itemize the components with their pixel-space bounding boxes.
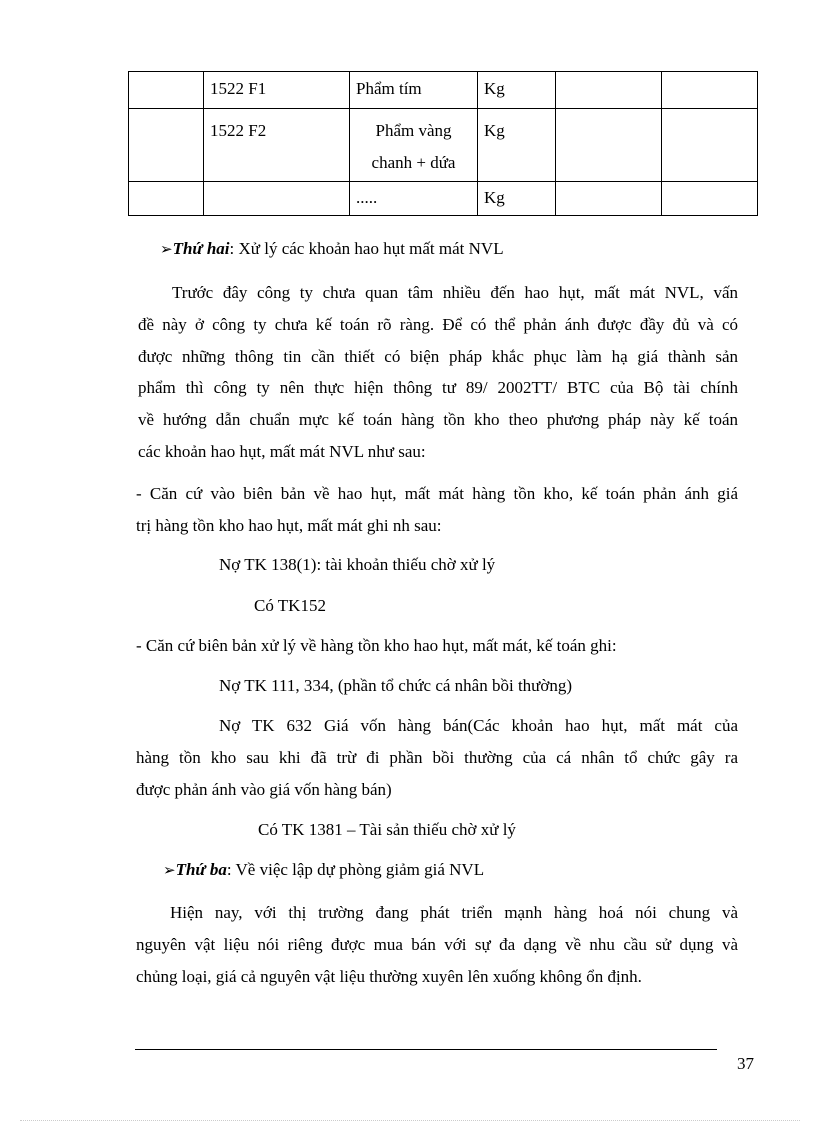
table-cell xyxy=(662,109,758,182)
paragraph-line: hàng tồn kho sau khi đã trừ đi phần bồi thường của cá nhân tổ chức gây ra xyxy=(136,748,738,767)
bullet-line: trị hàng tồn kho hao hụt, mất mát ghi nh sau: xyxy=(136,516,442,535)
table-cell xyxy=(556,109,662,182)
table-row xyxy=(129,72,758,109)
table-row xyxy=(129,182,758,216)
table-cell: Phẩm vàng chanh + dứa xyxy=(350,109,478,182)
paragraph-line: nguyên vật liệu nói riêng được mua bán với sự đa dạng về nhu cầu sử dụng và xyxy=(136,935,738,954)
paragraph-line: chủng loại, giá cả nguyên vật liệu thường xuyên lên xuống không ổn định. xyxy=(136,967,642,986)
paragraph-line: được những thông tin cần thiết có biện pháp khắc phục làm hạ giá thành sản xyxy=(138,347,738,366)
bullet-line: - Căn cứ biên bản xử lý về hàng tồn kho hao hụt, mất mát, kế toán ghi: xyxy=(136,636,617,655)
table-cell xyxy=(662,182,758,216)
bullet-line: - Căn cứ vào biên bản về hao hụt, mất mát hàng tồn kho, kế toán phản ánh giá xyxy=(136,484,738,503)
page-edge xyxy=(20,1120,800,1121)
table-row xyxy=(129,109,758,182)
table-cell: Kg xyxy=(478,72,556,109)
materials-table xyxy=(128,71,758,216)
table-cell xyxy=(662,72,758,109)
paragraph-line: Trước đây công ty chưa quan tâm nhiều đến hao hụt, mất mát NVL, vấn xyxy=(172,283,738,302)
section-2-label: Thứ hai xyxy=(172,239,230,258)
journal-entry-debit: Nợ TK 138(1): tài khoản thiếu chờ xử lý xyxy=(219,555,496,574)
journal-entry-credit: Có TK152 xyxy=(254,596,326,615)
section-3-title: : Về việc lập dự phòng giảm giá NVL xyxy=(226,860,485,879)
table-cell xyxy=(129,109,204,182)
paragraph-line: được phản ánh vào giá vốn hàng bán) xyxy=(136,780,392,799)
journal-entry-debit: Nợ TK 111, 334, (phần tổ chức cá nhân bồi thường) xyxy=(219,676,573,695)
table-cell: Kg xyxy=(478,182,556,216)
section-3-heading xyxy=(163,860,484,880)
table-cell xyxy=(556,182,662,216)
journal-entry-credit: Có TK 1381 – Tài sản thiếu chờ xử lý xyxy=(258,820,516,839)
paragraph-line: phẩm thì công ty nên thực hiện thông tư 89/ 2002TT/ BTC của Bộ tài chính xyxy=(138,378,738,397)
paragraph-line: đề này ở công ty chưa kế toán rõ ràng. Để có thể phản ánh được đầy đủ và có xyxy=(138,315,738,334)
table-cell: 1522 F2 xyxy=(204,109,350,182)
table-cell: 1522 F1 xyxy=(204,72,350,109)
table-cell: Phẩm tím xyxy=(350,72,478,109)
section-2-title: : Xử lý các khoản hao hụt mất mát NVL xyxy=(229,239,504,258)
arrow-bullet-icon: ➢ xyxy=(163,863,176,879)
table-cell xyxy=(129,182,204,216)
footer-rule xyxy=(135,1049,717,1050)
section-2-heading xyxy=(160,239,504,259)
page-number: 37 xyxy=(737,1054,754,1073)
journal-entry-debit: Nợ TK 632 Giá vốn hàng bán(Các khoản hao hụt, mất mát của xyxy=(219,716,738,735)
table-cell: Kg xyxy=(478,109,556,182)
table-cell xyxy=(204,182,350,216)
paragraph-line: các khoản hao hụt, mất mát NVL như sau: xyxy=(138,442,426,461)
table-cell xyxy=(556,72,662,109)
table-cell: ..... xyxy=(350,182,478,216)
paragraph-line: Hiện nay, với thị trường đang phát triển mạnh hàng hoá nói chung và xyxy=(170,903,738,922)
table-cell xyxy=(129,72,204,109)
section-3-label: Thứ ba xyxy=(175,860,227,879)
paragraph-line: về hướng dẫn chuẩn mực kế toán hàng tồn kho theo phương pháp này kế toán xyxy=(138,410,738,429)
arrow-bullet-icon: ➢ xyxy=(160,242,173,258)
